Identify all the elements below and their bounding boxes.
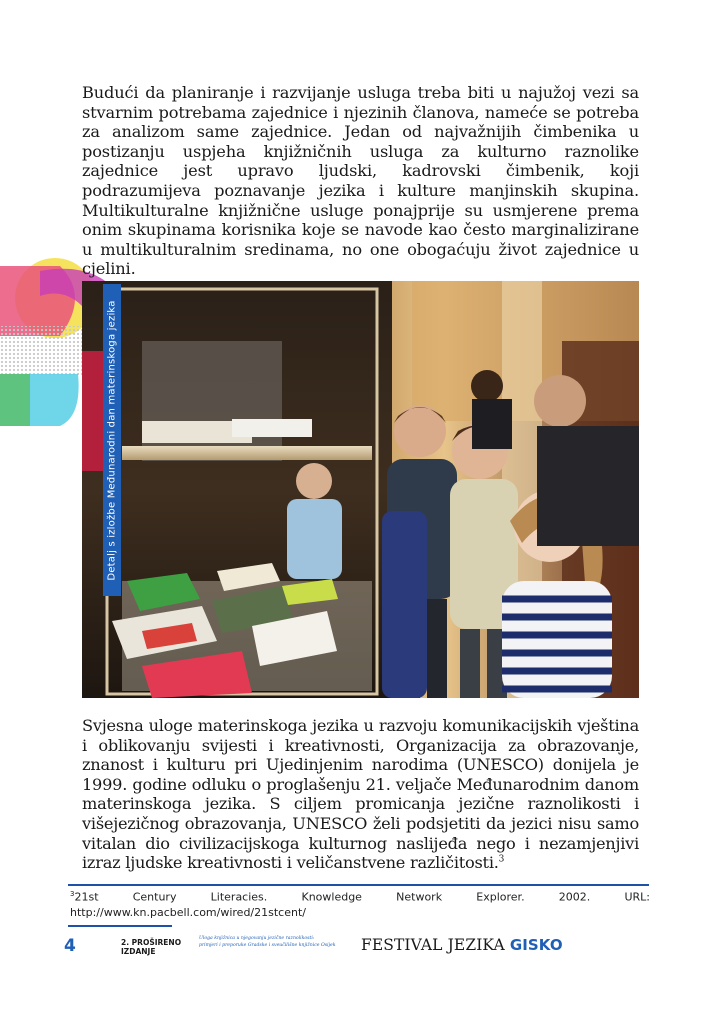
publication-subtitle [199,935,357,949]
edition-label [121,938,181,956]
edition-line-2: IZDANJE [121,947,156,956]
footer-divider [68,925,172,927]
footnote-reference: 3 [498,854,505,865]
publication-subtitle-line-2: primjeri i preporuke Gradske i sveučilišne knjižnice Osijek [199,943,336,948]
footnote-number: 3 [70,890,75,898]
brand-main: FESTIVAL JEZIKA [361,936,505,954]
publication-subtitle-line-1: Uloga knjižnica u njegovanju jezične raznolikosti: [199,936,315,941]
footnote-text: 21st Century Literacies. Knowledge Network Explorer. 2002. URL: http://www.kn.pacbell.com/wired/21stcent/ [70,890,650,919]
body-paragraph-2-text: Svjesna uloge materinskoga jezika u razvoju komunikacijskih vještina i oblikovanju svijesti i kreativnosti, Organizacija za obrazovanje, znanost i kulturu pri Ujedinjenim narodima (UNESCO) donijela je 1999. godine odluku o proglašenju 21. veljače Međunarodnim danom materinskoga jezika. S ciljem promicanja jezične raznolikosti i višejezičnog obrazovanja, UNESCO želi podsjetiti da jezici nisu samo vitalan dio civilizacijskoga kulturnog naslijeđa nego i nezamjenjivi izraz ljudske kreativnosti i veličanstvene različitosti. [82,716,639,873]
page-number: 4 [64,936,76,956]
photo-illustration [82,281,639,698]
body-paragraph-1: Budući da planiranje i razvijanje usluga treba biti u najužoj vezi sa stvarnim potrebama zajednice i njezinih članova, nameće se potreba za analizom same zajednice. Jedan od najvažnijih čimbenika u postizanju uspjeha knjižničnih usluga za kulturno raznolike zajednice jest upravo ljudski, kadrovski čimbenik, koji podrazumijeva poznavanje jezika i kulture manjinskih skupina. Multikulturalne knjižnične usluge ponajprije su usmjerene prema onim skupinama korisnika koje se navode kao često marginalizirane u multikulturalnim sredinama, no one obogaćuju život zajednice u cjelini. [82,83,639,279]
photo-caption: Detalj s izložbe Međunarodni dan materinskoga jezika [106,299,118,581]
festival-brand [361,936,563,954]
exhibition-photo [82,281,639,698]
footnote [70,887,650,920]
photo-caption-bar [103,284,121,596]
brand-accent: GISKO [509,936,563,954]
footnote-divider [68,884,649,886]
edition-line-1: 2. PROŠIRENO [121,938,182,947]
body-paragraph-2 [82,716,639,873]
